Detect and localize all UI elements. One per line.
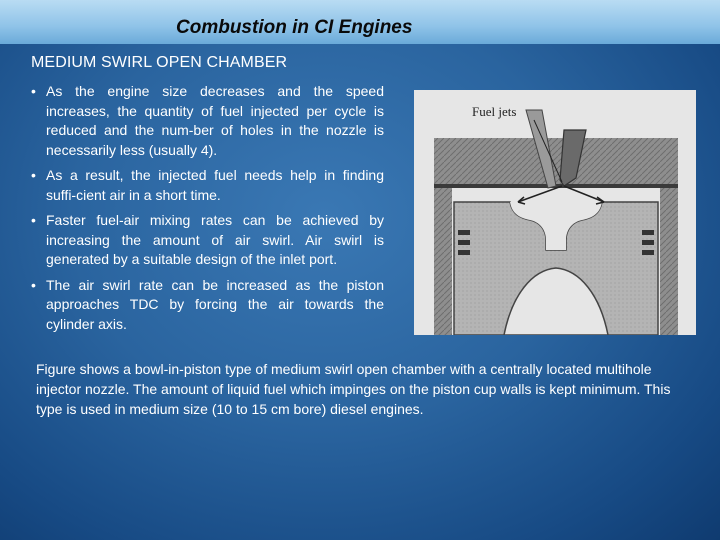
combustion-chamber-figure bbox=[414, 90, 696, 335]
bullet-text: Faster fuel-air mixing rates can be achieved by increasing the amount of air swirl. Air swirl is generated by a suitable design of the inlet port. bbox=[46, 212, 384, 267]
slide-subtitle: MEDIUM SWIRL OPEN CHAMBER bbox=[31, 54, 288, 71]
bullet-list bbox=[28, 82, 384, 340]
bullet-text: The air swirl rate can be increased as the piston approaches TDC by forcing the air towards the cylinder axis. bbox=[46, 276, 384, 332]
bullet-item bbox=[28, 211, 384, 270]
piston-ring bbox=[458, 230, 470, 235]
bullet-item bbox=[28, 82, 384, 160]
piston-ring bbox=[642, 250, 654, 255]
piston-ring bbox=[458, 240, 470, 245]
slide-title: Combustion in CI Engines bbox=[176, 17, 413, 38]
bullet-item bbox=[28, 276, 384, 335]
bullet-dot: • bbox=[31, 212, 36, 228]
bullet-dot: • bbox=[31, 167, 36, 183]
cylinder-wall-right bbox=[660, 188, 678, 335]
bullet-dot: • bbox=[31, 83, 36, 99]
fuel-jet-left bbox=[518, 186, 562, 202]
bullet-text: As the engine size decreases and the speed increases, the quantity of fuel injected per cycle is reduced and the num-ber of holes in the nozzle is necessarily less (usually 4). bbox=[46, 83, 384, 158]
bullet-text: As a result, the injected fuel needs help in finding suffi-cient air in a short time. bbox=[46, 167, 384, 203]
bullet-item bbox=[28, 166, 384, 205]
piston-ring bbox=[458, 250, 470, 255]
piston-ring bbox=[642, 240, 654, 245]
fuel-jets-label: Fuel jets bbox=[472, 104, 517, 119]
chamber-diagram bbox=[414, 90, 696, 335]
figure-caption: Figure shows a bowl-in-piston type of medium swirl open chamber with a centrally located multihole injector nozzle. The amount of liquid fuel which impinges on the piston cup walls is kept minimum. This type is used in medium size (10 to 15 cm bore) diesel engines. bbox=[36, 361, 671, 417]
bullet-dot: • bbox=[31, 276, 36, 293]
cylinder-wall-left bbox=[434, 188, 452, 335]
piston-ring bbox=[642, 230, 654, 235]
cylinder-head bbox=[434, 138, 678, 186]
fuel-jet-right bbox=[564, 186, 604, 202]
